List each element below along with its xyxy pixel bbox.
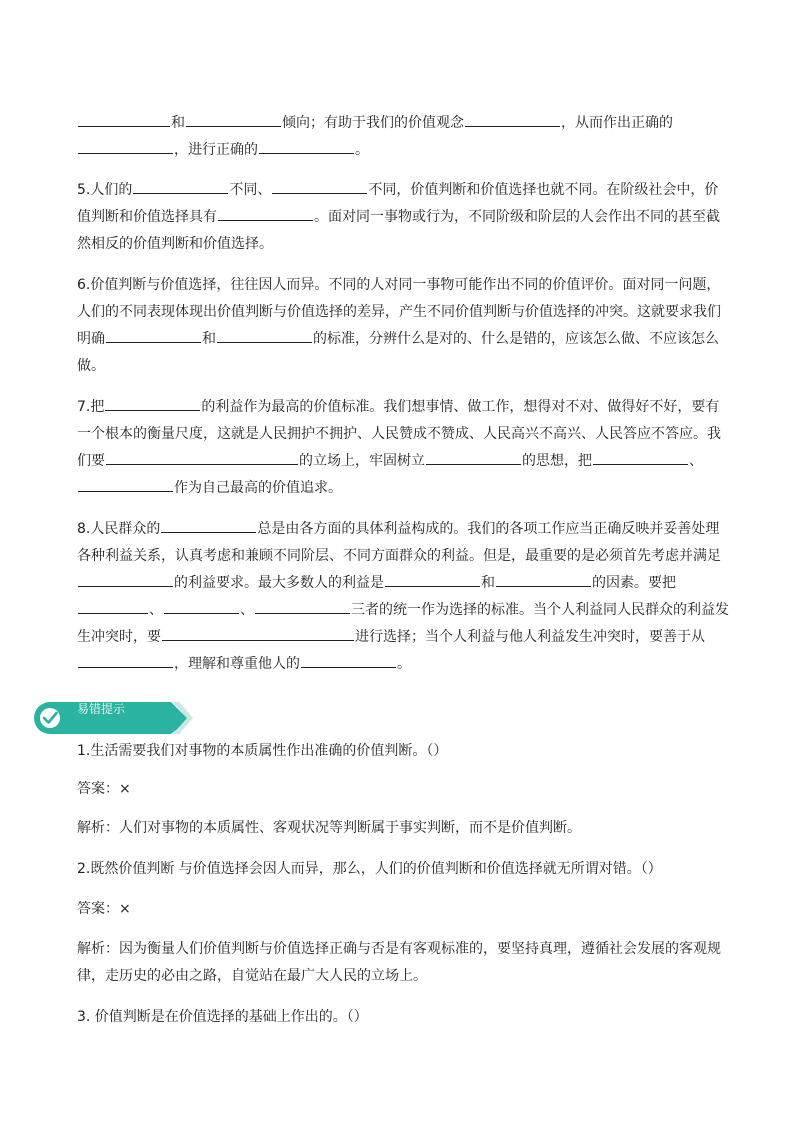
question-5: 5.人们的 不同、 不同，价值判断和价值选择也就不同。在阶级社会中，价 值判断和价值选择具有 。面对同一事物或行为，不同阶级和阶层的人会作出不同的甚至截 然相反的价值判断和价值选择。 — [77, 177, 719, 258]
fill-blank[interactable] — [465, 111, 560, 127]
tip-3-question: 3. 价值判断是在价值选择的基础上作出的。（） — [77, 1009, 368, 1025]
fill-blank[interactable] — [78, 652, 173, 668]
fill-blank[interactable] — [105, 395, 200, 411]
fill-blank[interactable] — [78, 476, 173, 492]
fill-blank[interactable] — [78, 571, 173, 587]
text-line: ，进行正确的 。 — [77, 142, 369, 158]
fill-blank[interactable] — [593, 449, 688, 465]
fill-blank[interactable] — [133, 178, 228, 194]
fill-blank[interactable] — [78, 138, 173, 154]
fill-blank[interactable] — [426, 449, 521, 465]
continued-paragraph — [77, 110, 719, 164]
fill-blank[interactable] — [385, 571, 480, 587]
tip-1-answer: 答案：× — [77, 781, 131, 797]
tip-2-answer: 答案：× — [77, 901, 131, 917]
text-line: 和 倾向；有助于我们的价值观念 ，从而作出正确的 — [77, 115, 673, 131]
fill-blank[interactable] — [78, 111, 170, 127]
fill-blank[interactable] — [301, 652, 396, 668]
banner-title: 易错提示 — [77, 702, 126, 716]
fill-blank[interactable] — [162, 625, 354, 641]
tip-1-analysis: 解析：人们对事物的本质属性、客观状况等判断属于事实判断，而不是价值判断。 — [77, 820, 581, 836]
fill-blank[interactable] — [161, 517, 256, 533]
question-6: 6.价值判断与价值选择，往往因人而异。不同的人对同一事物可能作出不同的价值评价。面对同一问题， 人们的不同表现体现出价值判断与价值选择的差异，产生不同价值判断与价值选择的冲突。这就要求我们 明确 和 的标准，分辨什么是对的、什么是错的，应该怎么做、不应该怎么 做。 — [77, 277, 721, 374]
fill-blank[interactable] — [496, 571, 591, 587]
fill-blank[interactable] — [78, 598, 148, 614]
tip-2-question: 2.既然价值判断 与价值选择会因人而异，那么，人们的价值判断和价值选择就无所谓对错。（） — [77, 861, 662, 877]
question-7: 7.把 的利益作为最高的价值标准。我们想事情、做工作，想得对不对、做得好不好，要有 一个根本的衡量尺度，这就是人民拥护不拥护、人民赞成不赞成、人民高兴不高兴、人民答应不答应。我 们要 的立场上，牢固树立 的思想，把 、 作为自己最高的价值追求。 — [77, 394, 719, 502]
fill-blank[interactable] — [255, 598, 350, 614]
fill-blank[interactable] — [106, 327, 201, 343]
error-tips-banner — [33, 700, 193, 736]
fill-blank[interactable] — [259, 138, 354, 154]
fill-blank[interactable] — [186, 111, 281, 127]
fill-blank[interactable] — [217, 327, 312, 343]
fill-blank[interactable] — [272, 178, 367, 194]
fill-blank[interactable] — [218, 205, 313, 221]
question-8: 8.人民群众的 总是由各方面的具体利益构成的。我们的各项工作应当正确反映并妥善处理 各种利益关系，认真考虑和兼顾不同阶层、不同方面群众的利益。但是，最重要的是必须首先考虑并满足 的利益要求。最大多数人的利益是 和 的因素。要把 、 、 三者的统一作为选择的标准。当个人利益同人民群众的利益发 生冲突时，要 进行选择；当个人利益与他人利益发生冲突时，要善于从 ，理解和尊重他人的 。 — [77, 516, 719, 678]
fill-blank[interactable] — [106, 449, 298, 465]
fill-blank[interactable] — [164, 598, 239, 614]
tip-2-analysis: 解析：因为衡量人们价值判断与价值选择正确与否是有客观标准的，要坚持真理，遵循社会发展的客观规 律，走历史的必由之路，自觉站在最广大人民的立场上。 — [77, 941, 721, 984]
tip-1-question: 1.生活需要我们对事物的本质属性作出准确的价值判断。（） — [77, 743, 448, 759]
